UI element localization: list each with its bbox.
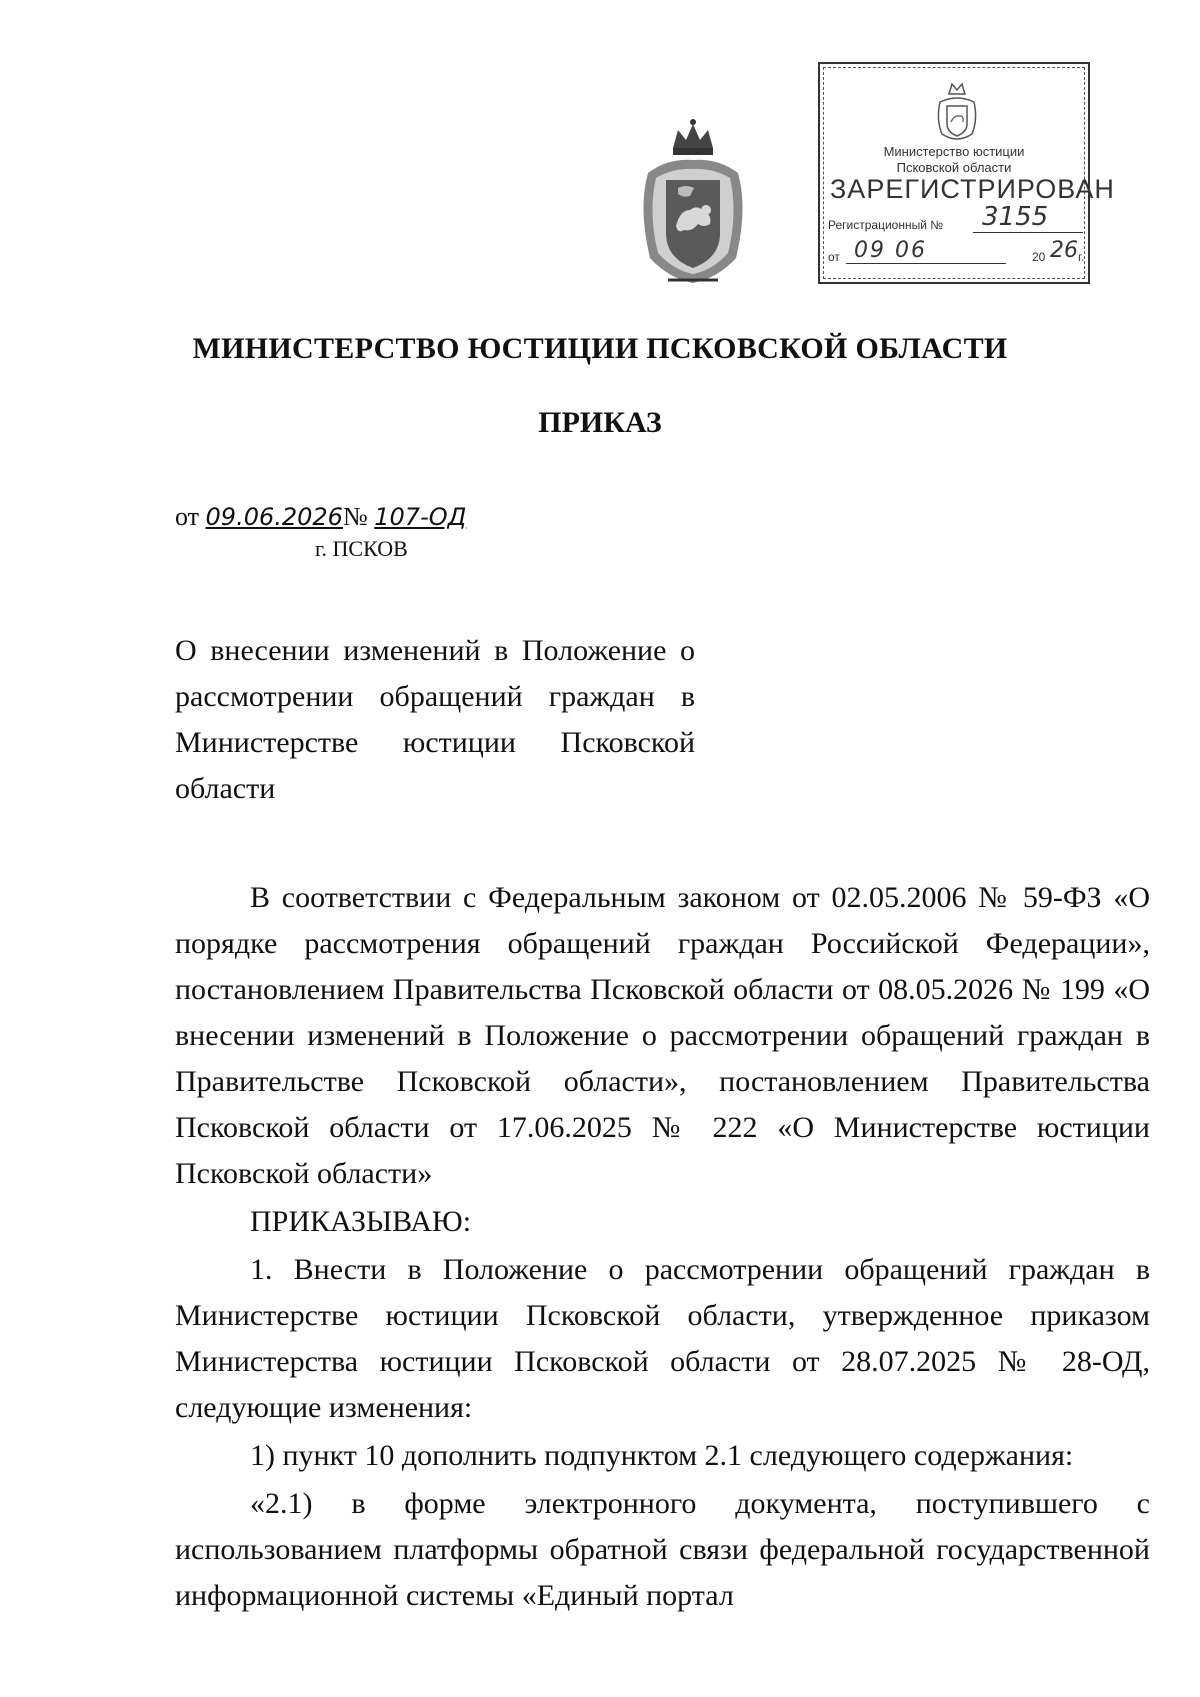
stamp-year-prefix: 20 [1032,250,1046,264]
stamp-number-label: Регистрационный № [828,218,944,232]
date-prefix: от [175,502,200,531]
document-type: ПРИКАЗ [538,406,662,439]
stamp-date-underline [846,263,1006,264]
stamp-date-row [828,238,1085,264]
stamp-year-value: 26 [1050,238,1078,263]
item-1-1-paragraph: 1) пункт 10 дополнить подпунктом 2.1 следующего содержания: [250,1439,1074,1472]
stamp-date-label: от [828,250,840,264]
item-1-paragraph: 1. Внести в Положение о рассмотрении обращений граждан в Министерстве юстиции Псковской области, утвержденное приказом Министерства юстиции Псковской области от 28.07.2025 № 28-ОД, следующие изменения: [175,1253,1150,1424]
coat-of-arms [628,118,758,288]
ministry-title: МИНИСТЕРСТВО ЮСТИЦИИ ПСКОВСКОЙ ОБЛАСТИ [192,332,1008,365]
stamp-registered-label: ЗАРЕГИСТРИРОВАН [830,174,1115,204]
stamp-org-line1: Министерство юстиции [883,144,1025,159]
stamp-org-line2: Псковской области [896,160,1012,175]
order-city: г. ПСКОВ [315,536,408,561]
stamp-number-row [828,202,1084,232]
order-date: 09.06.2026 [205,503,343,531]
registration-stamp [818,62,1115,284]
order-subject: О внесении изменений в Положение о рассмотрении обращений граждан в Министерстве юстиции Псковской области [175,634,695,805]
coat-of-arms-icon [628,118,758,288]
order-body [175,875,1150,1619]
stamp-number-underline [973,232,1083,233]
stamp-emblem-icon [932,82,982,144]
order-number: 107-ОД [374,503,467,531]
stamp-date-value: 09 06 [854,238,927,263]
item-1-1-text-paragraph: «2.1) в форме электронного документа, поступившего с использованием платформы обратной связи федеральной государственной информационной системы «Единый портал [175,1487,1150,1612]
order-word: ПРИКАЗЫВАЮ: [250,1205,472,1238]
number-sign: № [342,502,368,531]
order-date-line [175,502,466,532]
preamble-paragraph: В соответствии с Федеральным законом от 02.05.2006 № 59-ФЗ «О порядке рассмотрения обращений граждан Российской Федерации», постановлением Правительства Псковской области от 08.05.2026 № 199 «О внесении изменений в Положение о рассмотрении обращений граждан в Правительстве Псковской области», постановлением Правительства Псковской области от 17.06.2025 № 222 «О Министерстве юстиции Псковской области» [175,881,1150,1190]
stamp-number-value: 3155 [982,202,1049,232]
stamp-year-suffix: г. [1078,250,1085,264]
